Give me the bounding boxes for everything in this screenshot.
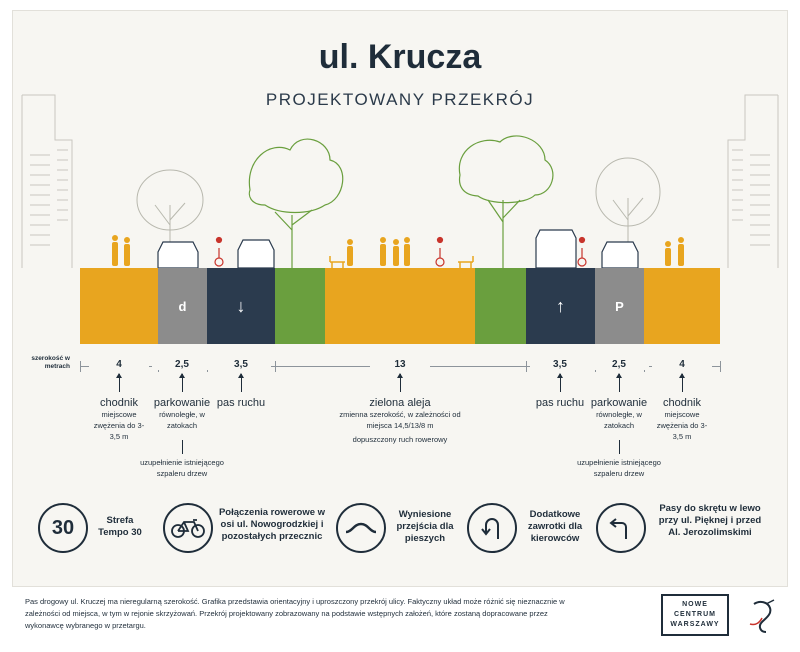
pointer-arrow	[560, 374, 561, 392]
label-desc: zmienna szerokość, w zależności od miejsca 14,5/13/8 m	[339, 410, 461, 430]
green-strip-left	[275, 268, 325, 344]
label-parking-left	[147, 397, 217, 431]
pointer-arrow	[182, 374, 183, 392]
nowe-centrum-warszawy-logo	[661, 594, 729, 636]
label-title: pas ruchu	[535, 397, 585, 409]
parking-right-strip: P	[595, 268, 644, 344]
u-turn-icon	[467, 503, 517, 553]
parking-left-strip: d	[158, 268, 207, 344]
raised-crossing-icon	[336, 503, 386, 553]
feature-bike-connections: Połączenia rowerowe w osi ul. Nowogrodzkiej i pozostałych przecznic	[218, 507, 326, 542]
axis-tick	[80, 361, 81, 372]
label-desc: miejscowe zwężenia do 3-3,5 m	[93, 410, 145, 441]
green-strip-right	[475, 268, 526, 344]
u-turn-glyph	[480, 515, 504, 541]
width-value: 3,5	[211, 359, 271, 370]
width-value: 13	[370, 359, 430, 370]
scale-label: szerokość w metrach	[31, 355, 70, 370]
pointer-arrow	[682, 374, 683, 392]
label-chodnik-left	[89, 397, 149, 442]
pointer-arrow	[241, 374, 242, 392]
feature-u-turns: Dodatkowe zawrotki dla kierowców	[527, 509, 583, 544]
tree-note-left: uzupełnienie istniejącego szpaleru drzew	[140, 458, 224, 478]
warsaw-mermaid-icon	[746, 598, 780, 636]
width-value: 4	[652, 359, 712, 370]
width-value: 2,5	[589, 359, 649, 370]
speed-30-icon	[38, 503, 88, 553]
width-value: 3,5	[530, 359, 590, 370]
label-lane-right	[530, 397, 590, 409]
feature-left-turn-lanes: Pasy do skrętu w lewo przy ul. Pięknej i przed Al. Jerozolimskimi	[658, 503, 762, 538]
label-title: zielona aleja	[369, 397, 431, 409]
logo-line: WARSZAWY	[670, 621, 720, 628]
label-desc: miejscowe zwężenia do 3-3,5 m	[656, 410, 708, 441]
alley-strip	[325, 268, 475, 344]
width-value: 2,5	[152, 359, 212, 370]
pointer-arrow	[119, 374, 120, 392]
bicycle-icon	[163, 503, 213, 553]
label-parking-right	[584, 397, 654, 431]
label-title: chodnik	[100, 397, 138, 409]
sidewalk-right	[644, 268, 720, 344]
label-alley	[330, 397, 470, 445]
label-note: dopuszczony ruch rowerowy	[352, 435, 448, 444]
tree-note-right: uzupełnienie istniejącego szpaleru drzew	[577, 458, 661, 478]
logo-line: CENTRUM	[674, 611, 716, 618]
label-lane-left	[211, 397, 271, 409]
logo-line: NOWE	[682, 601, 708, 608]
label-title: parkowanie	[590, 397, 648, 409]
turn-left-icon	[596, 503, 646, 553]
pointer-arrow	[619, 374, 620, 392]
raised-crossing-glyph	[344, 520, 378, 536]
axis-tick	[275, 361, 276, 372]
building-left-icon	[22, 95, 72, 268]
label-title: parkowanie	[153, 397, 211, 409]
lane-right-strip: ↑	[526, 268, 595, 344]
sidewalk-left	[80, 268, 158, 344]
page-title: ul. Krucza	[318, 38, 482, 76]
building-right-icon	[728, 95, 778, 268]
lane-left-strip: ↓	[207, 268, 275, 344]
width-value: 4	[89, 359, 149, 370]
label-desc: równoległe, w zatokach	[159, 410, 205, 430]
tree-note-line	[182, 440, 183, 454]
page-subtitle: PROJEKTOWANY PRZEKRÓJ	[265, 90, 535, 109]
label-title: pas ruchu	[216, 397, 266, 409]
feature-raised-crossings: Wyniesione przejścia dla pieszych	[396, 509, 454, 544]
label-desc: równoległe, w zatokach	[596, 410, 642, 430]
label-title: chodnik	[663, 397, 701, 409]
pointer-arrow	[400, 374, 401, 392]
feature-tempo30: Strefa Tempo 30	[98, 515, 142, 538]
tree-note-line	[619, 440, 620, 454]
label-chodnik-right	[652, 397, 712, 442]
footer-note: Pas drogowy ul. Kruczej ma nieregularną szerokość. Grafika przedstawia orientacyjny i uproszczony przekrój ulicy. Faktyczny układ może różnić się nieznacznie w zależności od miejsca, w tym w rejonie skrzyżowań. Przekrój projektowany zobrazowany na podstawie wstępnych założeń, które zostaną dopracowane przez wykonawcę wybranego w przetargu.	[25, 597, 565, 630]
turn-left-glyph	[608, 515, 634, 541]
speed-badge: 30	[51, 516, 75, 539]
axis-tick	[720, 361, 721, 372]
axis-tick	[526, 361, 527, 372]
bicycle-glyph	[171, 518, 205, 538]
